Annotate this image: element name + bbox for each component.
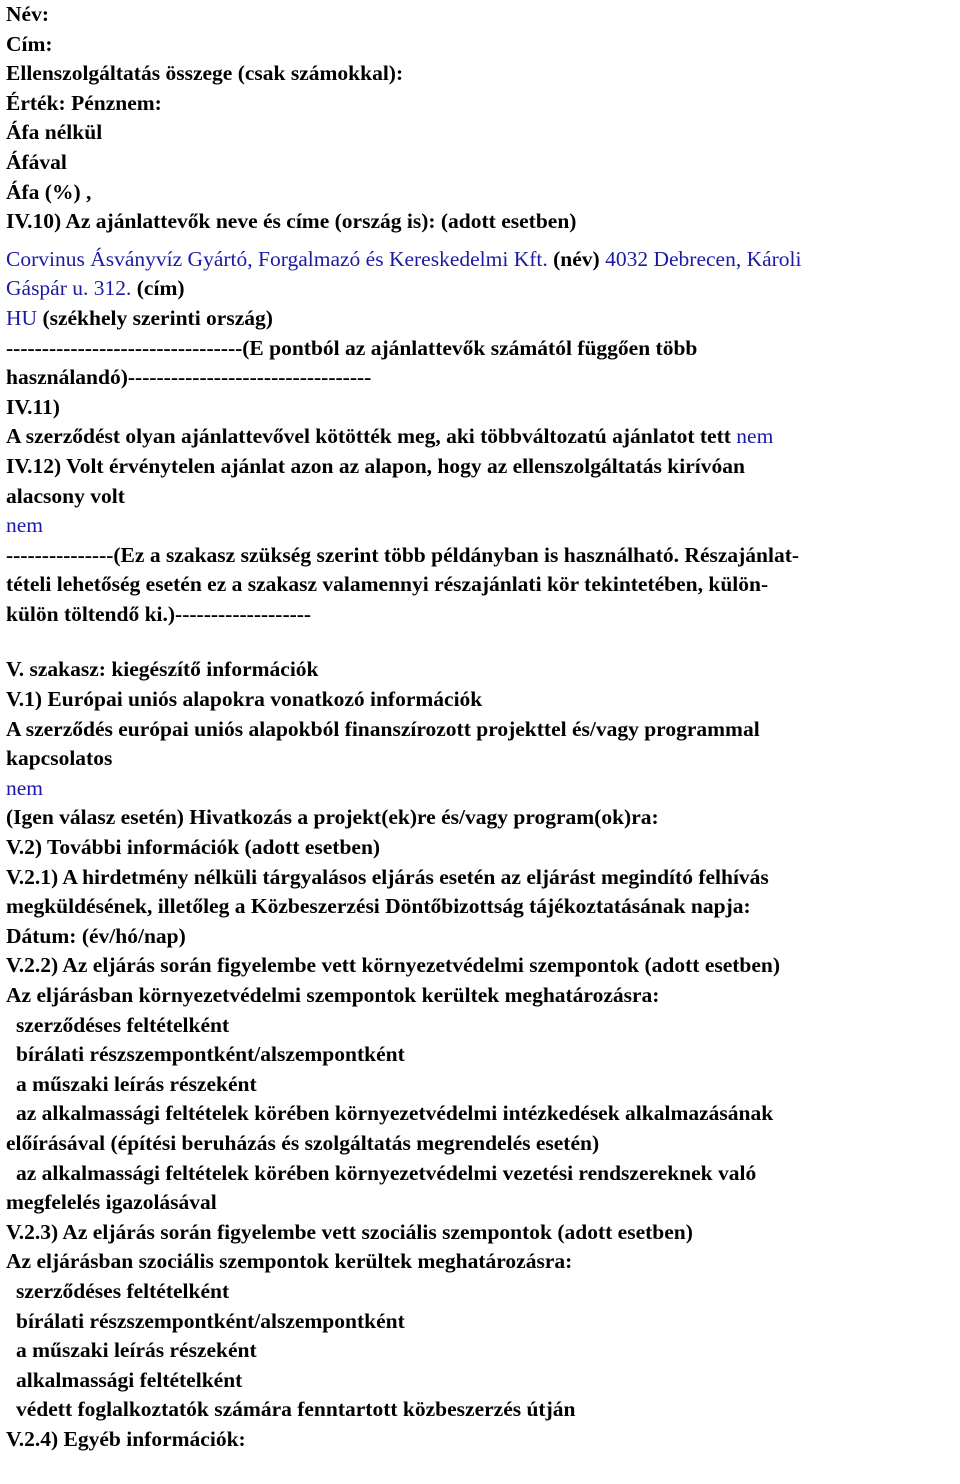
v22-option-management-systems-a: az alkalmassági feltételek körében környezetvédelmi vezetési rendszereknek való	[16, 1160, 757, 1185]
v22-option-management-systems-b: megfelelés igazolásával	[6, 1190, 217, 1215]
separator-note-2a: ---------------(Ez a szakasz szükség szerint több példányban is használható. Részajánlat-	[6, 542, 800, 567]
v23-question: Az eljárásban szociális szempontok kerültek meghatározásra:	[6, 1249, 573, 1274]
contractor-country-line	[6, 304, 956, 334]
v23-option-evaluation-subcriterion: bírálati részszempontként/alszempontként	[16, 1308, 405, 1333]
vat-included-label: Áfával	[6, 149, 67, 174]
iv11-question-text: A szerződést olyan ajánlattevővel kötötték meg, aki többváltozatú ajánlatot tett	[6, 424, 731, 449]
section-v23-heading: V.2.3) Az eljárás során figyelembe vett szociális szempontok (adott esetben)	[6, 1219, 693, 1244]
v22-option-suitability-measures-a: az alkalmassági feltételek körében környezetvédelmi intézkedések alkalmazásának	[16, 1101, 774, 1126]
v1-reference-label: (Igen válasz esetén) Hivatkozás a projekt(ek)re és/vagy program(ok)ra:	[6, 805, 659, 830]
v22-option-technical-spec: a műszaki leírás részeként	[16, 1071, 257, 1096]
section-v1-heading: V.1) Európai uniós alapokra vonatkozó információk	[6, 687, 483, 712]
section-iv11-question	[6, 422, 956, 452]
section-v21-date-label: Dátum: (év/hó/nap)	[6, 923, 186, 948]
vat-percent-label: Áfa (%) ,	[6, 179, 92, 204]
contractor-address-line	[6, 274, 956, 304]
iv11-answer: nem	[736, 424, 774, 449]
address-field-label: (cím)	[136, 276, 185, 301]
v23-option-suitability: alkalmassági feltételként	[16, 1367, 243, 1392]
vat-excluded-label: Áfa nélkül	[6, 120, 103, 145]
spacer	[6, 629, 956, 655]
section-iv10-heading: IV.10) Az ajánlattevők neve és címe (ország is): (adott esetben)	[6, 209, 577, 234]
consideration-amount-label: Ellenszolgáltatás összege (csak számokkal):	[6, 61, 404, 86]
separator-note-2b: tételi lehetőség esetén ez a szakasz valamennyi részajánlati kör tekintetében, külön-	[6, 572, 769, 597]
section-v2-heading: V.2) További információk (adott esetben)	[6, 835, 381, 860]
v22-option-suitability-measures-b: előírásával (építési beruházás és szolgáltatás megrendelés esetén)	[6, 1130, 600, 1155]
contractor-name-value: Corvinus Ásványvíz Gyártó, Forgalmazó és Kereskedelmi Kft.	[6, 246, 548, 271]
v22-question: Az eljárásban környezetvédelmi szempontok kerültek meghatározásra:	[6, 983, 660, 1007]
v1-question-b: kapcsolatos	[6, 746, 113, 771]
separator-note-1a: ---------------------------------(E pontból az ajánlattevők számától függően több	[6, 335, 698, 360]
contractor-name-line	[6, 245, 956, 275]
country-field-label: (székhely szerinti ország)	[42, 305, 273, 330]
name-field-label: (név)	[553, 246, 600, 271]
v22-option-contract-condition: szerződéses feltételként	[16, 1012, 230, 1037]
value-currency-label: Érték: Pénznem:	[6, 90, 162, 115]
section-iv12-question-a: IV.12) Volt érvénytelen ajánlat azon az alapon, hogy az ellenszolgáltatás kirívóan	[6, 453, 745, 478]
v23-option-contract-condition: szerződéses feltételként	[16, 1278, 230, 1303]
section-iv12-question-b: alacsony volt	[6, 483, 125, 508]
spacer	[6, 237, 956, 245]
section-v-title: V. szakasz: kiegészítő információk	[6, 657, 319, 682]
section-v21-line-a: V.2.1) A hirdetmény nélküli tárgyalásos eljárás esetén az eljárást megindító felhívás	[6, 864, 769, 889]
v23-option-sheltered-workshops: védett foglalkoztatók számára fenntartott közbeszerzés útján	[16, 1397, 576, 1422]
iv12-answer: nem	[6, 513, 44, 538]
contractor-address-value-b: Gáspár u. 312.	[6, 276, 132, 301]
v22-option-evaluation-subcriterion: bírálati részszempontként/alszempontként	[16, 1042, 405, 1067]
section-iv11-heading: IV.11)	[6, 394, 60, 419]
v1-answer: nem	[6, 775, 44, 800]
document-body	[6, 0, 956, 1455]
contractor-country-value: HU	[6, 305, 38, 330]
separator-note-1b: használandó)----------------------------------	[6, 365, 372, 390]
address-label: Cím:	[6, 31, 53, 56]
section-v24-heading: V.2.4) Egyéb információk:	[6, 1426, 246, 1451]
contractor-address-value-a: 4032 Debrecen, Károli	[605, 246, 802, 271]
v23-option-technical-spec: a műszaki leírás részeként	[16, 1338, 257, 1363]
v1-question-a: A szerződés európai uniós alapokból finanszírozott projekttel és/vagy programmal	[6, 716, 760, 741]
section-v21-line-b: megküldésének, illetőleg a Közbeszerzési Döntőbizottság tájékoztatásának napja:	[6, 894, 751, 919]
separator-note-2c: külön töltendő ki.)-------------------	[6, 601, 312, 626]
section-v22-heading: V.2.2) Az eljárás során figyelembe vett környezetvédelmi szempontok (adott esetben)	[6, 953, 781, 978]
name-label: Név:	[6, 2, 49, 26]
